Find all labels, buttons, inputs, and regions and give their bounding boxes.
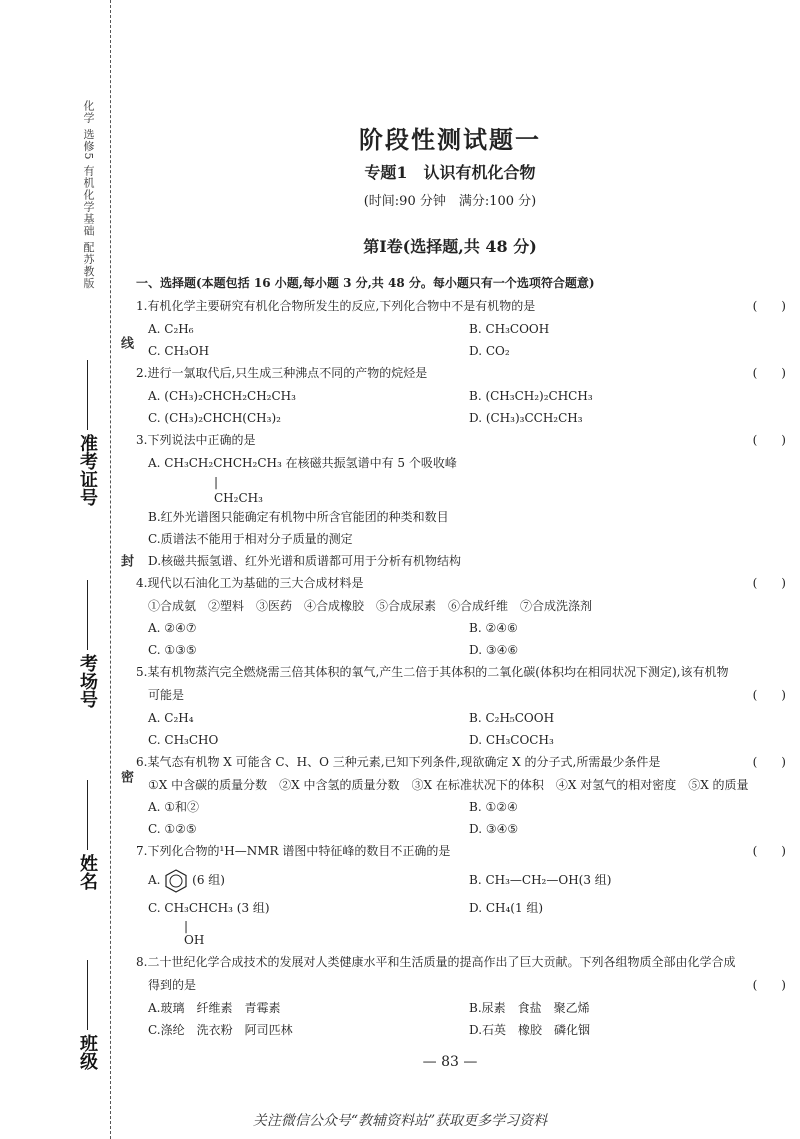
question-stem-cont: 得到的是 xyxy=(148,978,197,992)
question-6 xyxy=(136,751,790,774)
field-name: 姓名 xyxy=(74,780,100,890)
question-stem: 6.某气态有机物 X 可能含 C、H、O 三种元素,已知下列条件,现欲确定 X 的分子式,所需最少条件是 xyxy=(136,755,661,769)
answer-paren: ( ) xyxy=(752,688,786,702)
branch-group: CH₂CH₃ xyxy=(214,491,263,505)
question-stem: 2.进行一氯取代后,只生成三种沸点不同的产物的烷烃是 xyxy=(136,366,428,380)
options-row xyxy=(136,385,790,407)
option-d: D. CO₂ xyxy=(469,344,510,358)
page-number: — 83 — xyxy=(422,1054,478,1070)
question-8-cont xyxy=(136,974,790,997)
answer-paren: ( ) xyxy=(752,755,786,769)
footer-note: 关注微信公众号“教辅资料站”获取更多学习资料 xyxy=(252,1113,548,1129)
option-a-label: A. xyxy=(148,873,161,887)
options-row xyxy=(136,818,790,840)
options-row xyxy=(136,318,790,340)
option-d: D. (CH₃)₃CCH₂CH₃ xyxy=(469,411,583,425)
option-b: B. ②④⑥ xyxy=(469,621,518,635)
answer-paren: ( ) xyxy=(752,978,786,992)
option-a: A.玻璃 纤维素 青霉素 xyxy=(148,1001,281,1015)
option-a: A. C₂H₄ xyxy=(148,711,194,725)
option-b: B. CH₃COOH xyxy=(469,322,550,336)
option-c: C. CH₃OH xyxy=(148,344,210,358)
question-stem: 1.有机化学主要研究有机化合物所发生的反应,下列化合物中不是有机物的是 xyxy=(136,299,536,313)
options-row xyxy=(136,407,790,429)
option-d: D.石英 橡胶 磷化铟 xyxy=(469,1023,591,1037)
field-class: 班级 xyxy=(74,960,100,1070)
options-row xyxy=(136,707,790,729)
field-exam-id: 准考证号 xyxy=(74,360,100,506)
section-heading: 一、选择题(本题包括 16 小题,每小题 3 分,共 48 分。每小题只有一个选项符合题意) xyxy=(136,276,595,290)
option-d: D. CH₃COCH₃ xyxy=(469,733,554,747)
option-a: A. C₂H₆ xyxy=(148,322,194,336)
subtitle: 专题1 认识有机化合物 xyxy=(364,163,536,182)
question-8 xyxy=(136,951,790,974)
option-c: C. ①③⑤ xyxy=(148,643,197,657)
branch-group: OH xyxy=(184,933,205,947)
branch-bond: | xyxy=(214,475,219,489)
option-c: C. (CH₃)₂CHCH(CH₃)₂ xyxy=(148,411,281,425)
cut-label-seal: 封 xyxy=(118,554,133,567)
options-row xyxy=(136,997,790,1019)
question-stem: 4.现代以石油化工为基础的三大合成材料是 xyxy=(136,576,364,590)
question-list xyxy=(136,274,790,1041)
options-row xyxy=(136,897,790,919)
item-list: ①合成氨 ②塑料 ③医药 ④合成橡胶 ⑤合成尿素 ⑥合成纤维 ⑦合成洗涤剂 xyxy=(148,599,593,613)
options-row xyxy=(136,1019,790,1041)
question-stem-cont: 可能是 xyxy=(148,688,185,702)
item-list: ①X 中含碳的质量分数 ②X 中含氢的质量分数 ③X 在标准状况下的体积 ④X 对氢气的相对密度 ⑤X 的质量 xyxy=(148,778,749,792)
question-stem: 8.二十世纪化学合成技术的发展对人类健康水平和生活质量的提高作出了巨大贡献。下列各组物质全部由化学合成 xyxy=(136,955,736,969)
question-stem: 5.某有机物蒸汽完全燃烧需三倍其体积的氧气,产生二倍于其体积的二氧化碳(体积均在相同状况下测定),该有机物 xyxy=(136,665,729,679)
option-c: C. CH₃CHO xyxy=(148,733,219,747)
answer-paren: ( ) xyxy=(752,299,786,313)
option-b: B. CH₃—CH₂—OH(3 组) xyxy=(469,873,612,887)
benzene-ring-icon xyxy=(164,869,188,893)
option-b: B.尿素 食盐 聚乙烯 xyxy=(469,1001,590,1015)
field-room: 考场号 xyxy=(74,580,100,708)
question-5 xyxy=(136,661,790,684)
options-row xyxy=(136,729,790,751)
volume-heading: 第Ⅰ卷(选择题,共 48 分) xyxy=(363,237,537,256)
cut-label-line: 线 xyxy=(118,336,133,349)
option-a: A. ①和② xyxy=(148,800,200,814)
question-stem: 3.下列说法中正确的是 xyxy=(136,433,256,447)
question-1 xyxy=(136,295,790,318)
options-row xyxy=(136,639,790,661)
options-row xyxy=(136,863,790,897)
question-3 xyxy=(136,429,790,452)
options-row xyxy=(136,796,790,818)
option-d: D.核磁共振氢谱、红外光谱和质谱都可用于分析有机物结构 xyxy=(148,554,462,568)
option-c: C. ①②⑤ xyxy=(148,822,197,836)
option-c: C.涤纶 洗衣粉 阿司匹林 xyxy=(148,1023,293,1037)
question-7 xyxy=(136,840,790,863)
question-2 xyxy=(136,362,790,385)
option-b: B. C₂H₅COOH xyxy=(469,711,555,725)
answer-paren: ( ) xyxy=(752,844,786,858)
option-c: C. CH₃CHCH₃ (3 组) xyxy=(148,901,270,915)
time-info: (时间:90 分钟 满分:100 分) xyxy=(363,194,537,209)
option-a: A. ②④⑦ xyxy=(148,621,197,635)
option-d: D. ③④⑥ xyxy=(469,643,519,657)
option-c: C.质谱法不能用于相对分子质量的测定 xyxy=(148,532,353,546)
option-a xyxy=(148,863,469,897)
answer-paren: ( ) xyxy=(752,433,786,447)
page-title: 阶段性测试题一 xyxy=(359,125,541,154)
option-b: B. (CH₃CH₂)₂CHCH₃ xyxy=(469,389,593,403)
answer-paren: ( ) xyxy=(752,366,786,380)
option-d: D. ③④⑤ xyxy=(469,822,519,836)
option-d: D. CH₄(1 组) xyxy=(469,901,544,915)
question-5-cont xyxy=(136,684,790,707)
question-4 xyxy=(136,572,790,595)
cut-label-secret: 密 xyxy=(118,770,133,783)
question-stem: 7.下列化合物的¹H—NMR 谱图中特征峰的数目不正确的是 xyxy=(136,844,451,858)
answer-paren: ( ) xyxy=(752,576,786,590)
option-b: B.红外光谱图只能确定有机物中所含官能团的种类和数目 xyxy=(148,510,449,524)
series-label: 化学 选修5 有机化学基础 配苏教版 xyxy=(82,100,95,290)
options-row xyxy=(136,340,790,362)
option-a: A. CH₃CH₂CHCH₂CH₃ 在核磁共振氢谱中有 5 个吸收峰 xyxy=(148,456,457,470)
option-a-text: (6 组) xyxy=(192,873,225,887)
options-row xyxy=(136,617,790,639)
option-a: A. (CH₃)₂CHCH₂CH₂CH₃ xyxy=(148,389,296,403)
option-b: B. ①②④ xyxy=(469,800,518,814)
branch-bond: | xyxy=(184,919,189,933)
